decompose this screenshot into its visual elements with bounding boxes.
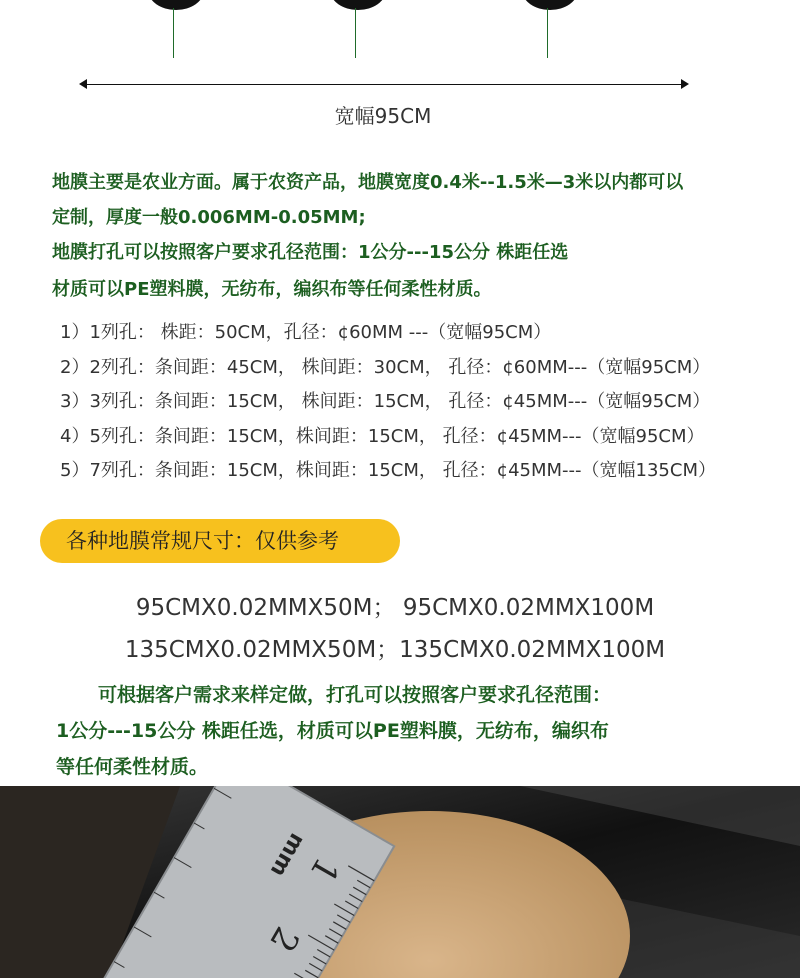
sizes-row-2: 135CMX0.02MMX50M；135CMX0.02MMX100M	[124, 637, 666, 663]
custom-line-3: 等任何柔性材质。	[56, 756, 209, 778]
spec-list	[60, 318, 716, 491]
custom-line-2: 1公分---15公分 株距任选，材质可以PE塑料膜，无纺布，编织布	[56, 720, 609, 742]
sizes-banner: 各种地膜常规尺寸：仅供参考	[40, 519, 400, 563]
hole-1	[148, 0, 204, 10]
ruler-photo-illustration	[0, 786, 800, 978]
spec-item-5: 5）7列孔：条间距：15CM，株间距：15CM， 孔径：¢45MM---（宽幅135CM）	[60, 460, 716, 481]
spec-item-2: 2）2列孔：条间距：45CM， 株间距：30CM， 孔径：¢60MM---（宽幅95CM）	[60, 356, 711, 378]
spec-item-3: 3）3列孔：条间距：15CM， 株间距：15CM， 孔径：¢45MM---（宽幅95CM）	[60, 391, 711, 412]
intro-line-1: 地膜主要是农业方面。属于农资产品，地膜宽度0.4米--1.5米—3米以内都可以	[52, 172, 684, 193]
width-label: 宽幅95CM	[334, 104, 432, 128]
intro-line-4: 材质可以PE塑料膜，无纺布，编织布等任何柔性材质。	[52, 279, 492, 300]
ruler-unit-label: mm	[264, 828, 310, 881]
ruler-tick-2: 2	[261, 919, 307, 959]
arrow-right-icon	[681, 79, 689, 89]
spec-item-1: 1）1列孔： 株距：50CM，孔径：¢60MM ---（宽幅95CM）	[60, 322, 552, 343]
intro-line-2: 定制，厚度一般0.006MM-0.05MM;	[52, 207, 366, 228]
width-dimension-line	[82, 84, 686, 85]
hole-3	[522, 0, 578, 10]
hole-stem-3	[547, 8, 548, 58]
hole-2	[330, 0, 386, 10]
sizes-row-1: 95CMX0.02MMX50M； 95CMX0.02MMX100M	[135, 595, 655, 621]
product-photo	[0, 786, 800, 978]
hole-stem-1	[173, 8, 174, 58]
spec-item-4: 4）5列孔：条间距：15CM，株间距：15CM， 孔径：¢45MM---（宽幅95CM）	[60, 425, 705, 447]
custom-line-1: 可根据客户需求来样定做，打孔可以按照客户要求孔径范围：	[98, 684, 612, 706]
ruler-tick-1: 1	[301, 850, 347, 890]
arrow-left-icon	[79, 79, 87, 89]
hole-stem-2	[355, 8, 356, 58]
intro-line-3: 地膜打孔可以按照客户要求孔径范围：1公分---15公分 株距任选	[52, 242, 569, 263]
